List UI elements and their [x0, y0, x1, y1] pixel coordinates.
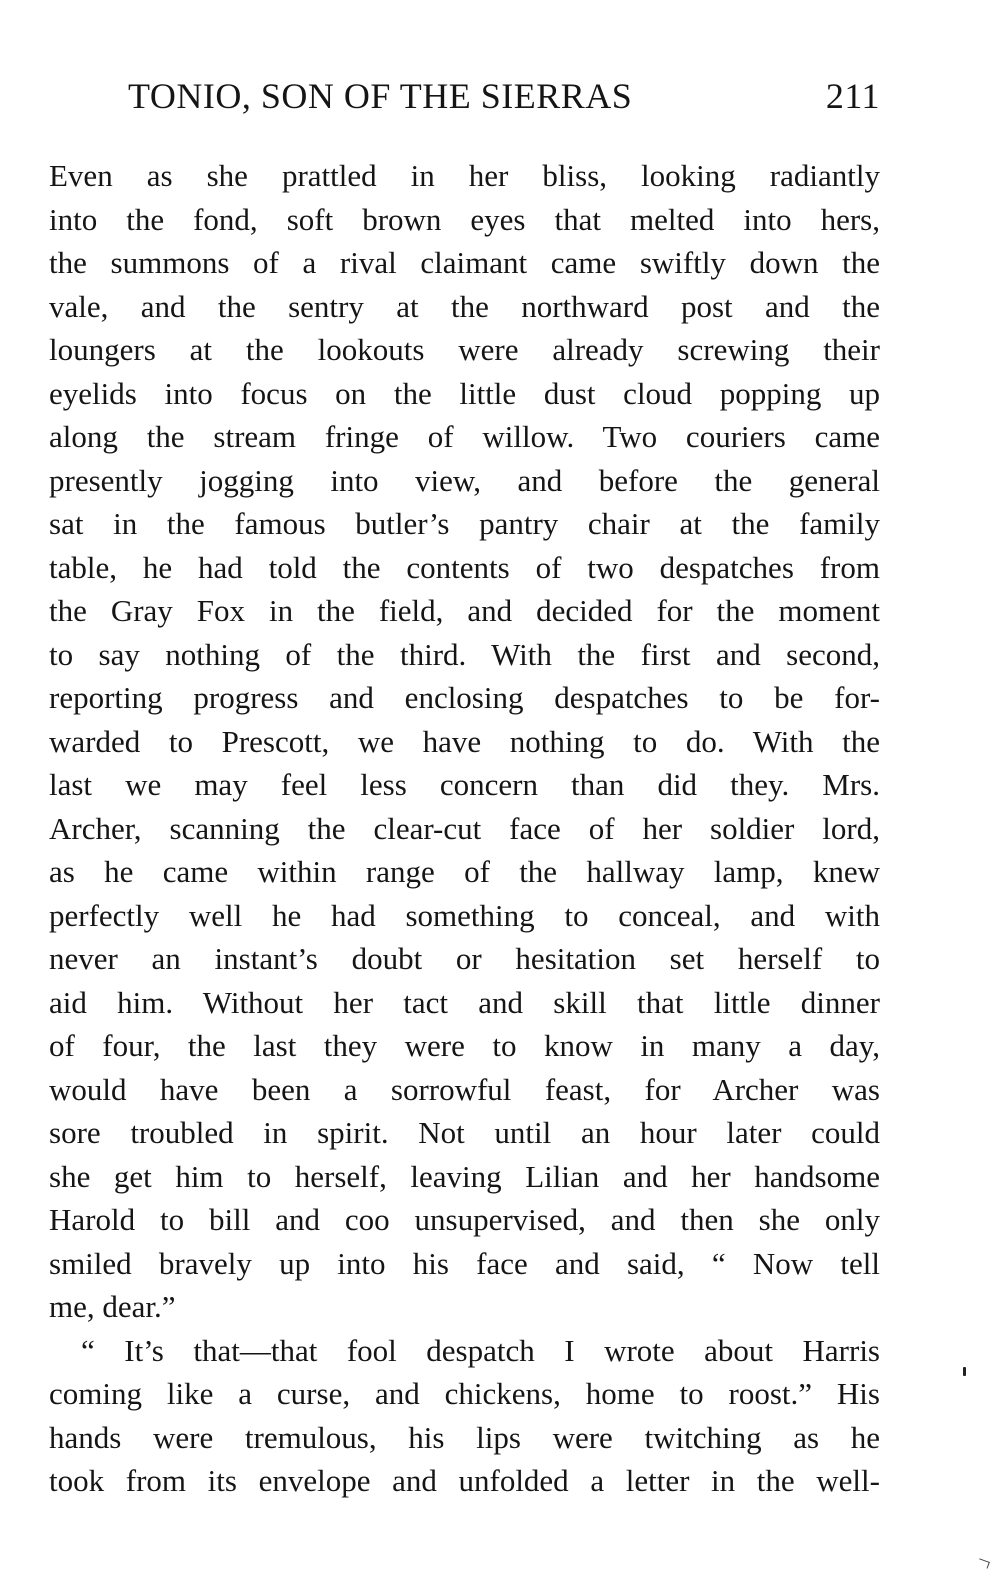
text-line: last we may feel less concern than did they. Mrs.	[49, 767, 880, 802]
text-line: presently jogging into view, and before the general	[49, 462, 880, 498]
text-line: loungers at the lookouts were already screwing their	[49, 332, 880, 367]
corner-mark	[977, 1558, 990, 1568]
page-number: 211	[825, 76, 880, 116]
text-line: took from its envelope and unfolded a letter in the well-	[49, 1463, 880, 1498]
text-line: Archer, scanning the clear-cut face of her soldier lord,	[49, 810, 880, 846]
text-line: coming like a curse, and chickens, home to roost.” His	[49, 1376, 880, 1411]
ink-speck	[963, 1367, 966, 1376]
text-line: table, he had told the contents of two despatches from	[49, 549, 880, 585]
text-line: vale, and the sentry at the northward post and the	[49, 288, 880, 324]
text-line: “ It’s that—that fool despatch I wrote about Harris	[81, 1332, 880, 1368]
text-line: as he came within range of the hallway lamp, knew	[49, 854, 880, 889]
text-line: sore troubled in spirit. Not until an hour later could	[49, 1115, 880, 1150]
text-line: hands were tremulous, his lips were twitching as he	[49, 1419, 880, 1455]
text-line: into the fond, soft brown eyes that melted into hers,	[49, 201, 880, 237]
text-line: aid him. Without her tact and skill that little dinner	[49, 984, 880, 1020]
text-line: would have been a sorrowful feast, for Archer was	[49, 1071, 880, 1107]
text-line: the Gray Fox in the field, and decided for the moment	[49, 593, 880, 628]
text-line: eyelids into focus on the little dust cloud popping up	[49, 375, 880, 411]
text-line: she get him to herself, leaving Lilian and her handsome	[49, 1158, 880, 1194]
text-line: to say nothing of the third. With the first and second,	[49, 636, 880, 672]
text-line: reporting progress and enclosing despatches to be for-	[49, 680, 880, 715]
body-text	[49, 154, 880, 1503]
text-line: perfectly well he had something to conceal, and with	[49, 897, 880, 933]
text-line: me, dear.”	[49, 1289, 176, 1324]
text-line: the summons of a rival claimant came swiftly down the	[49, 245, 880, 280]
running-head	[128, 72, 880, 120]
text-line: Harold to bill and coo unsupervised, and then she only	[49, 1202, 880, 1237]
text-line: along the stream fringe of willow. Two couriers came	[49, 419, 880, 454]
text-line: of four, the last they were to know in many a day,	[49, 1028, 880, 1063]
text-line: smiled bravely up into his face and said, “ Now tell	[49, 1245, 880, 1281]
text-line: warded to Prescott, we have nothing to do. With the	[49, 723, 880, 759]
text-line: Even as she prattled in her bliss, looking radiantly	[49, 158, 880, 193]
text-line: sat in the famous butler’s pantry chair at the family	[49, 506, 880, 541]
text-line: never an instant’s doubt or hesitation set herself to	[49, 941, 880, 976]
running-head-title: TONIO, SON OF THE SIERRAS	[128, 76, 633, 116]
